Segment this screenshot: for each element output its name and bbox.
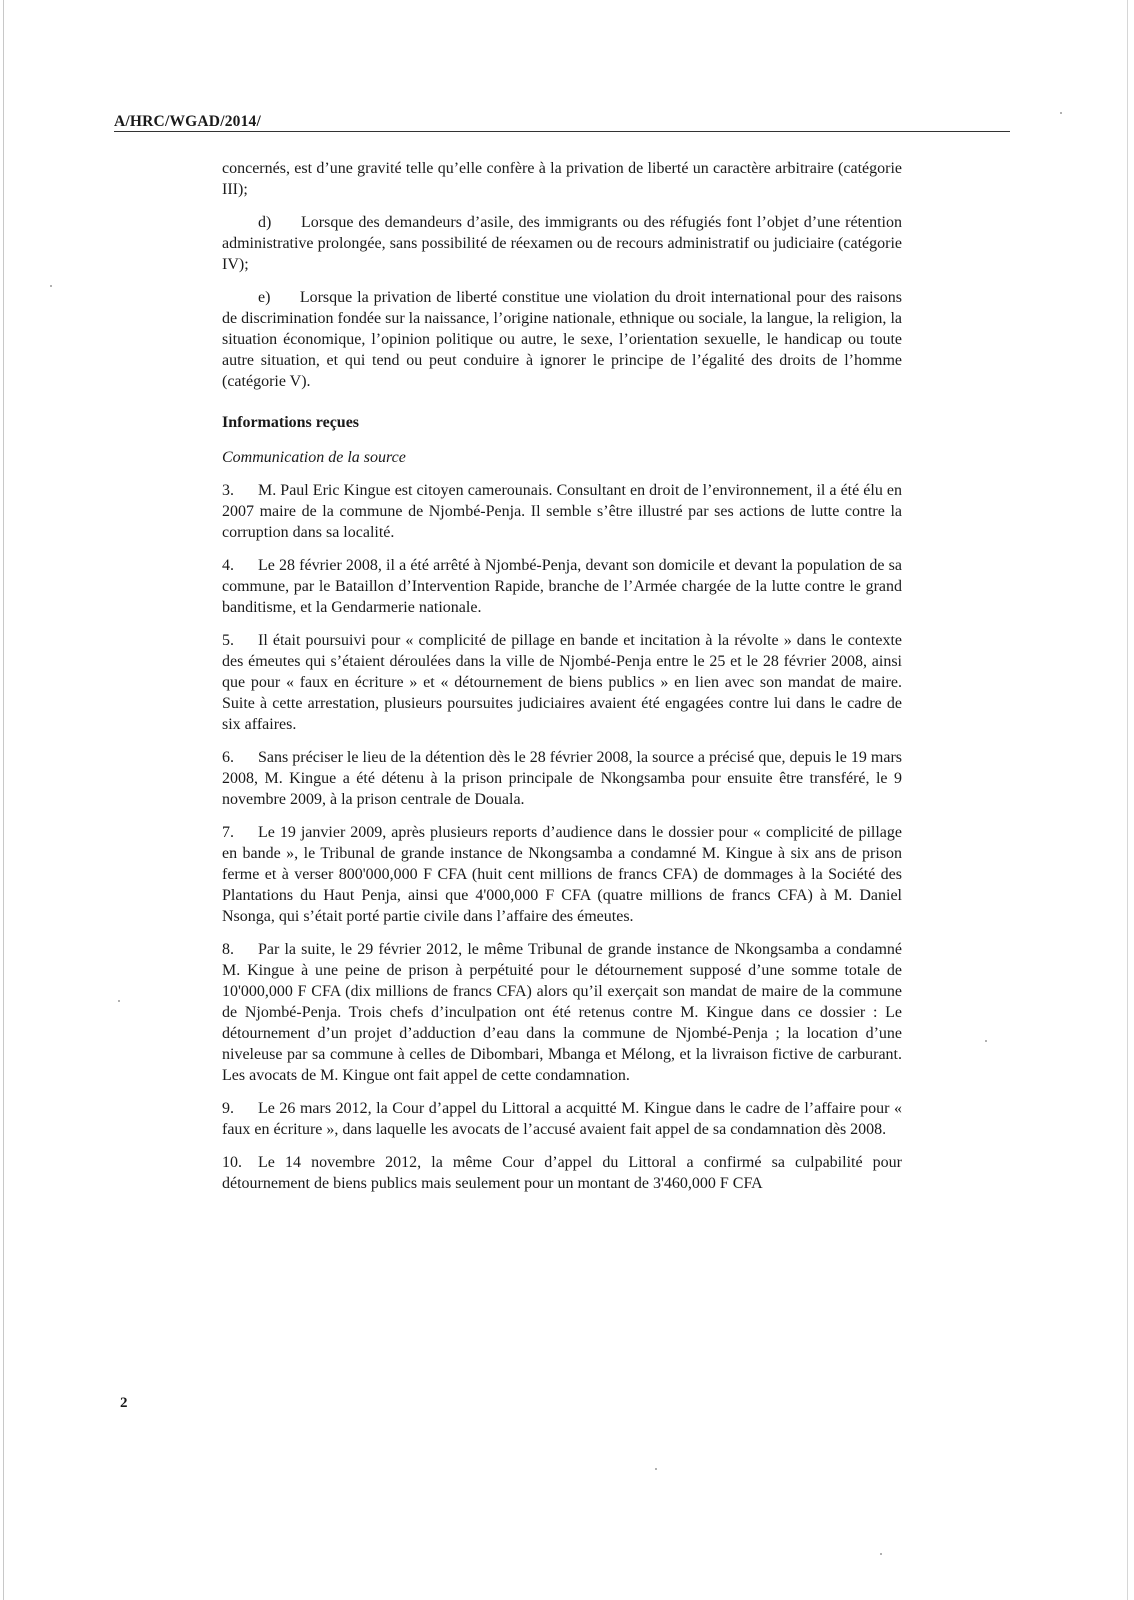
scan-speck [1060, 112, 1062, 114]
continuation-text: concernés, est d’une gravité telle qu’elle confère à la privation de liberté un caractère arbitraire (catégorie III); [222, 160, 902, 198]
list-item [222, 287, 902, 392]
list-item-label: e) [258, 289, 271, 306]
paragraph-number: 8. [222, 941, 234, 958]
numbered-paragraph [222, 1098, 902, 1140]
scan-edge-left [3, 0, 4, 1600]
paragraph-text: Le 14 novembre 2012, la même Cour d’appel du Littoral a confirmé sa culpabilité pour détournement de biens publics mais seulement pour un montant de 3'460,000 F CFA [222, 1154, 902, 1192]
paragraph-text: Par la suite, le 29 février 2012, le même Tribunal de grande instance de Nkongsamba a condamné M. Kingue à une peine de prison à perpétuité pour le détournement supposé d’une somme totale de 10'000,000 F CFA (dix millions de francs CFA) alors qu’il exerçait son mandat de maire de la commune de Njombé-Penja. Trois chefs d’inculpation ont été retenus contre M. Kingue dans ce dossier : Le détournement d’un projet d’adduction d’eau dans la commune de Njombé-Penja ; la location d’une niveleuse par sa commune à celles de Dibombari, Mbanga et Mélong, et la livraison fictive de carburant. Les avocats de M. Kingue ont fait appel de cette condamnation. [222, 941, 902, 1084]
paragraph-number: 10. [222, 1154, 242, 1171]
header-rule [114, 131, 1010, 132]
page-number: 2 [120, 1395, 128, 1411]
list-item-label: d) [258, 214, 272, 231]
numbered-paragraph [222, 630, 902, 735]
paragraph-text: Il était poursuivi pour « complicité de pillage en bande et incitation à la révolte » dans le contexte des émeutes qui s’étaient déroulées dans la ville de Njombé-Penja entre le 25 et le 28 février 2008, ainsi que pour « faux en écriture » et « détournement de biens publics » en lien avec son mandat de maire. Suite à cette arrestation, plusieurs poursuites judiciaires avaient été engagées contre lui dans le cadre de six affaires. [222, 632, 902, 733]
numbered-paragraph [222, 555, 902, 618]
list-item [222, 212, 902, 275]
section-subheading: Communication de la source [222, 449, 406, 466]
paragraph-number: 7. [222, 824, 234, 841]
paragraph-number: 9. [222, 1100, 234, 1117]
paragraph-text: M. Paul Eric Kingue est citoyen camerounais. Consultant en droit de l’environnement, il a été élu en 2007 maire de la commune de Njombé-Penja. Il semble s’être illustré par ses actions de lutte contre la corruption dans sa localité. [222, 482, 902, 541]
numbered-paragraph [222, 822, 902, 927]
paragraph-text: Sans préciser le lieu de la détention dès le 28 février 2008, la source a précisé que, depuis le 19 mars 2008, M. Kingue a été détenu à la prison principale de Nkongsamba pour ensuite être transféré, le 9 novembre 2009, à la prison centrale de Douala. [222, 749, 902, 808]
list-item-text: Lorsque des demandeurs d’asile, des immigrants ou des réfugiés font l’objet d’une rétention administrative prolongée, sans possibilité de réexamen ou de recours administratif ou judiciaire (catégorie IV); [222, 214, 902, 273]
scan-speck [50, 285, 52, 287]
paragraph-number: 6. [222, 749, 234, 766]
numbered-paragraph [222, 939, 902, 1086]
section-heading: Informations reçues [222, 414, 360, 431]
paragraph-text: Le 19 janvier 2009, après plusieurs reports d’audience dans le dossier pour « complicité de pillage en bande », le Tribunal de grande instance de Nkongsamba a condamné M. Kingue à six ans de prison ferme et à verser 800'000,000 F CFA (huit cent millions de francs CFA) de dommages à la Société des Plantations du Haut Penja, ainsi que 4'000,000 F CFA (quatre millions de francs CFA) à M. Daniel Nsonga, qui s’était porté partie civile dans l’affaire des émeutes. [222, 824, 902, 925]
paragraph-text: Le 28 février 2008, il a été arrêté à Njombé-Penja, devant son domicile et devant la population de sa commune, par le Bataillon d’Intervention Rapide, branche de l’Armée chargée de la lutte contre le grand banditisme, et la Gendarmerie nationale. [222, 557, 902, 616]
document-body [222, 158, 902, 1206]
scan-speck [880, 1553, 882, 1555]
paragraph-number: 5. [222, 632, 234, 649]
numbered-paragraph [222, 747, 902, 810]
paragraph-number: 4. [222, 557, 234, 574]
document-symbol: A/HRC/WGAD/2014/ [114, 113, 262, 130]
scan-speck [985, 1040, 987, 1042]
numbered-paragraph [222, 1152, 902, 1194]
paragraph-text: Le 26 mars 2012, la Cour d’appel du Littoral a acquitté M. Kingue dans le cadre de l’affaire pour « faux en écriture », dans laquelle les avocats de l’accusé avaient fait appel de sa condamnation dès 2008. [222, 1100, 902, 1138]
scan-edge-right [1127, 0, 1128, 1600]
scan-speck [118, 1000, 120, 1002]
list-item-text: Lorsque la privation de liberté constitue une violation du droit international pour des raisons de discrimination fondée sur la naissance, l’origine nationale, ethnique ou sociale, la langue, la religion, la situation économique, l’opinion politique ou autre, le sexe, l’orientation sexuelle, le handicap ou toute autre situation, et qui tend ou peut conduire à ignorer le principe de l’égalité des droits de l’homme (catégorie V). [222, 289, 903, 390]
scan-speck [655, 1468, 657, 1470]
paragraph-number: 3. [222, 482, 234, 499]
numbered-paragraph [222, 480, 902, 543]
